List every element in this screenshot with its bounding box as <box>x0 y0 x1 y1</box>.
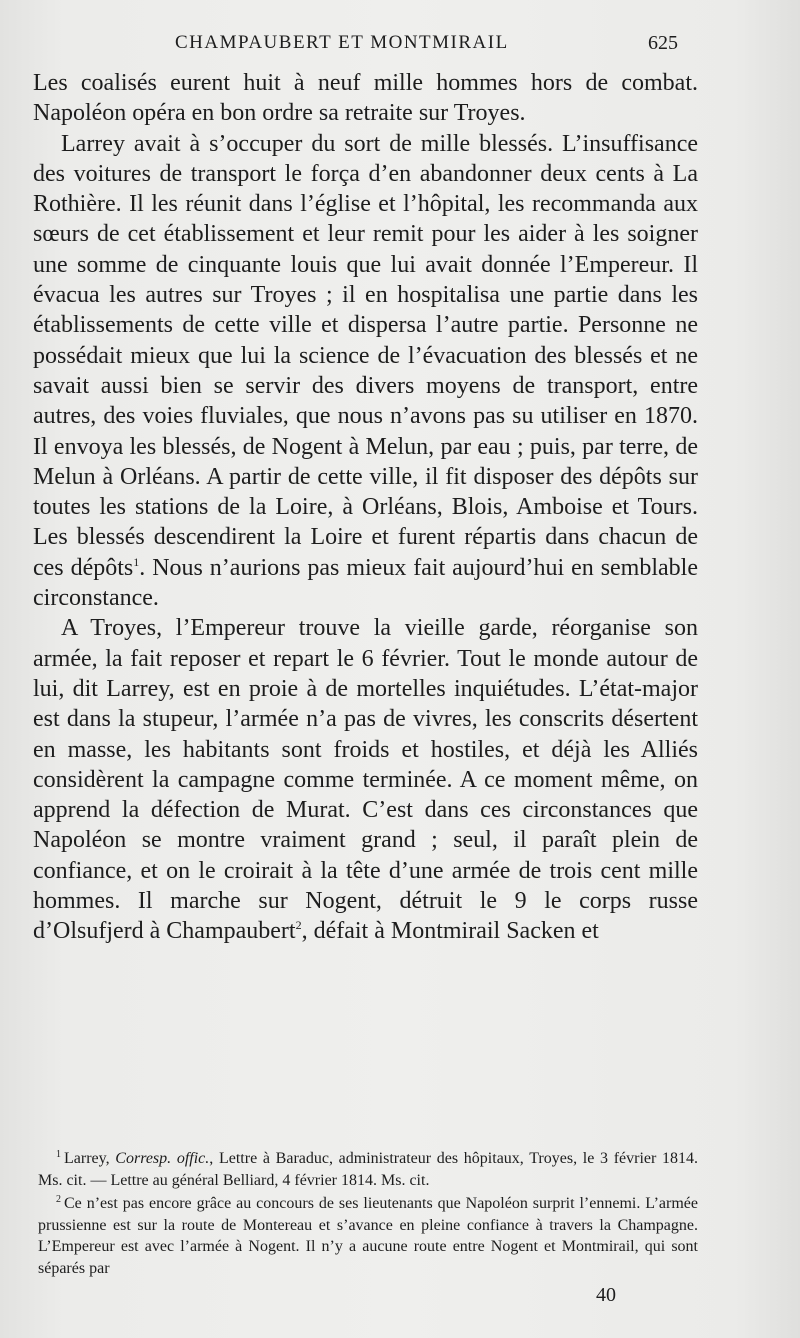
paragraph-1: Les coalisés eurent huit à neuf mille hommes hors de combat. Napoléon opéra en bon ordre sa retraite sur Troyes. <box>33 70 698 127</box>
footnote-2 <box>38 1193 698 1279</box>
paragraph-3-text: A Troyes, l’Empereur trouve la vieille garde, réorganise son armée, la fait reposer et repart le 6 février. Tout le monde autour de lui, dit Larrey, est en proie à de mortelles inquiétudes. L’état-major est dans la stupeur, l’armée n’a pas de vivres, les conscrits désertent en masse, les habitants sont froids et hostiles, et déjà les Alliés considèrent la campagne comme terminée. A ce moment même, on apprend la défection de Murat. C’est dans ces circonstances que Napoléon se montre vraiment grand ; seul, il paraît plein de confiance, et on le croirait à la tête d’une armée de trois cent mille hommes. Il marche sur Nogent, détruit le 9 le corps russe d’Olsufjerd à Champaubert <box>33 615 698 945</box>
footnotes <box>38 1148 698 1281</box>
footnote-work-title: Corresp. offic. <box>115 1150 210 1167</box>
paragraph-3-tail: , défait à Montmirail Sacken et <box>301 918 599 945</box>
paragraph-2-tail: . Nous n’aurions pas mieux fait aujourd’hui en semblable circonstance. <box>33 554 698 612</box>
footnote-ref-1[interactable]: 1 <box>133 554 140 569</box>
running-title: CHAMPAUBERT ET MONTMIRAIL <box>175 32 509 53</box>
page-number: 625 <box>648 32 678 54</box>
paragraph-2 <box>33 129 698 614</box>
footnote-mark: 1 <box>56 1148 61 1160</box>
footnote-text: Ce n’est pas encore grâce au concours de ses lieutenants que Napoléon surprit l’ennemi. L’armée prussienne est sur la route de Montereau et s’avance en pleine confiance à travers la Champagne. L’Empereur est avec l’armée à Nogent. Il n’y a aucune route entre Nogent et Montmirail, qui sont séparés par <box>38 1195 698 1277</box>
footnote-ref-2[interactable]: 2 <box>295 918 302 933</box>
paragraph-2-text: Larrey avait à s’occuper du sort de mille blessés. L’insuffisance des voitures de transport le força d’en abandonner deux cents à La Rothière. Il les réunit dans l’église et l’hôpital, les recommanda aux sœurs de cet établissement et leur remit pour les aider à les soigner une somme de cinquante louis que lui avait donnée l’Empereur. Il évacua les autres sur Troyes ; il en hospitalisa une partie dans les établissements de cette ville et dispersa l’autre partie. Personne ne possédait mieux que lui la science de l’évacuation des blessés et ne savait aussi bien se servir des divers moyens de transport, entre autres, des voies fluviales, que nous n’avons pas su utiliser en 1870. Il envoya les blessés, de Nogent à Melun, par eau ; puis, par terre, de Melun à Orléans. A partir de cette ville, il fit disposer des dépôts sur toutes les stations de la Loire, à Orléans, Blois, Amboise et Tours. Les blessés descendirent la Loire et furent répartis dans chacun de ces dépôts <box>33 130 698 581</box>
footnote-mark: 2 <box>56 1193 61 1205</box>
footnote-1 <box>38 1148 698 1191</box>
footnote-author: Larrey, <box>64 1150 116 1167</box>
body-text <box>33 68 698 947</box>
printer-signature: 40 <box>596 1284 616 1306</box>
running-head <box>0 28 800 58</box>
paragraph-3 <box>33 613 698 946</box>
footnote-text: , Lettre à Baraduc, administrateur des hôpitaux, Troyes, le 3 février 1814. Ms. cit. — Lettre au général Belliard, 4 février 1814. Ms. cit. <box>38 1150 699 1189</box>
